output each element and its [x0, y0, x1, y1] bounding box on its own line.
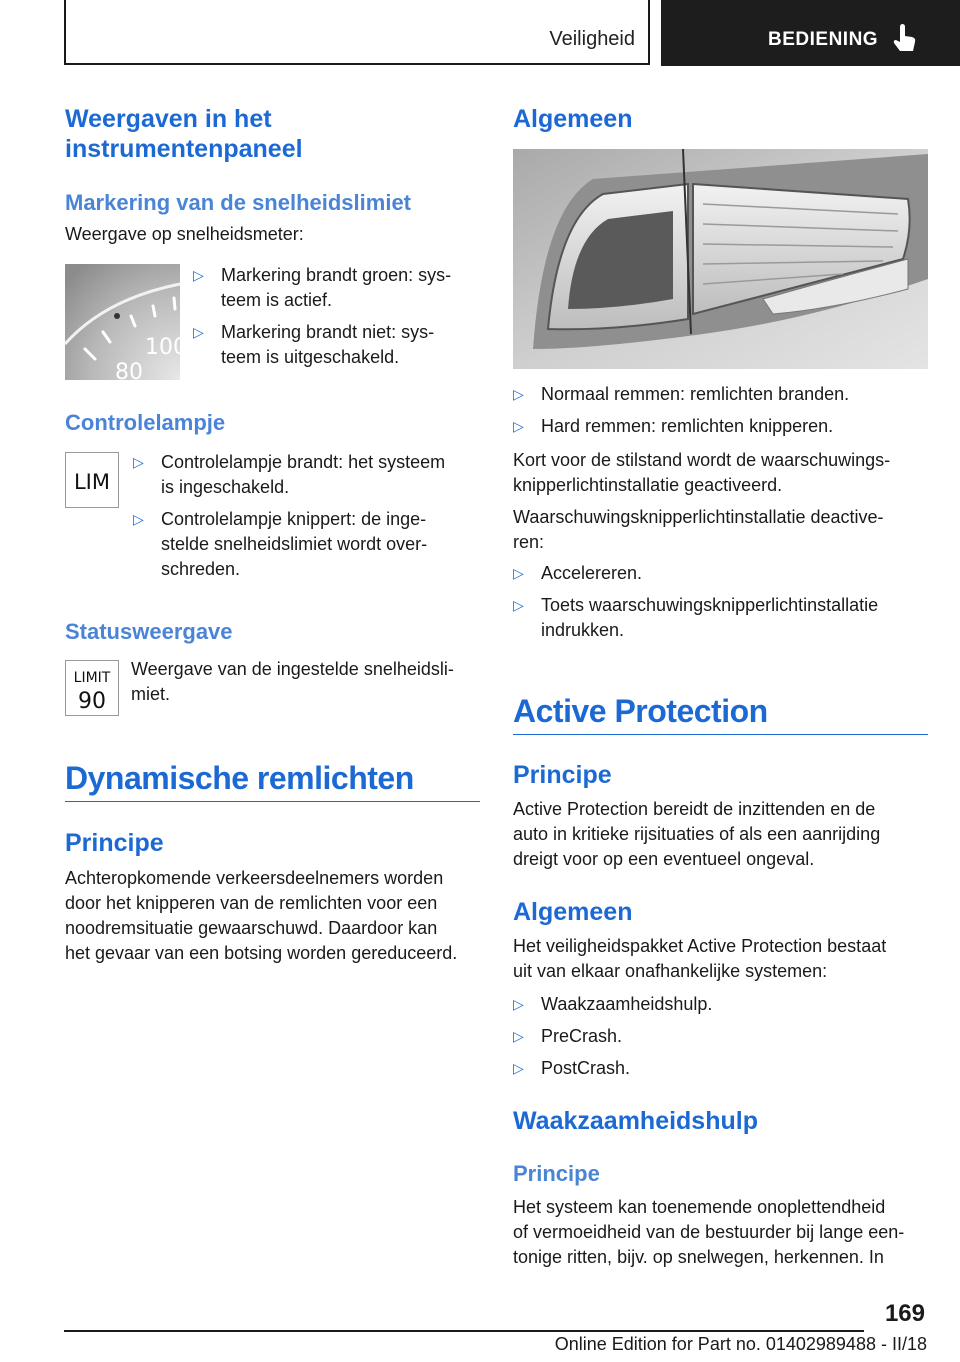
list-item-text: Normaal remmen: remlichten branden.	[541, 384, 850, 404]
header-chapter-tab[interactable]	[661, 0, 960, 66]
lim-icon-text: LIM	[73, 470, 111, 494]
bullet-triangle-icon: ▷	[133, 511, 144, 527]
bullet-triangle-icon: ▷	[513, 996, 524, 1012]
list-item-text: Controlelampje knippert: de inge- stelde snelheidslimiet wordt over- schreden.	[161, 509, 428, 579]
heading-general: Algemeen	[513, 105, 633, 133]
bullet-triangle-icon: ▷	[513, 565, 524, 581]
list-item-text: PostCrash.	[541, 1058, 631, 1078]
header-left-border	[64, 0, 66, 64]
heading-rule	[513, 734, 928, 735]
list-item-text: Toets waarschuwingsknipperlichtinstallatie indrukken.	[541, 595, 879, 640]
bullet-triangle-icon: ▷	[193, 324, 204, 340]
list-item-text: Waakzaamheidshulp.	[541, 994, 713, 1014]
heading-rule	[65, 801, 480, 802]
bullet-triangle-icon: ▷	[513, 597, 524, 613]
gauge-label-80: 80	[115, 360, 143, 385]
subheading-principle-attention: Principe	[513, 1161, 600, 1186]
subheading-indicator-lamp: Controlelampje	[65, 410, 226, 435]
heading-principle-ap: Principe	[513, 761, 612, 789]
header-chapter-label: BEDIENING	[768, 29, 879, 50]
rear-lights-image	[513, 149, 928, 369]
paragraph-hazard-activation: Kort voor de stilstand wordt de waarschuwings- knipperlichtinstallatie geactiveerd.	[513, 450, 891, 495]
heading-principle-left: Principe	[65, 829, 164, 857]
limit-90-status-icon	[65, 660, 119, 716]
list-item-text: Controlelampje brandt: het systeem is ingeschakeld.	[161, 452, 446, 497]
subheading-status-display: Statusweergave	[65, 619, 233, 644]
hand-pointer-icon	[892, 23, 918, 53]
list-item-text: Hard remmen: remlichten knipperen.	[541, 416, 834, 436]
bullet-triangle-icon: ▷	[513, 1060, 524, 1076]
section-heading-instrument-displays: Weergaven in het instrumentenpaneel	[65, 105, 303, 163]
list-item-text: Markering brandt groen: sys- teem is actief.	[221, 265, 452, 310]
footer-rule	[64, 1330, 864, 1332]
list-item-text: Accelereren.	[541, 563, 643, 583]
principle-text-left: Achteropkomende verkeersdeelnemers worden door het knipperen van de remlichten voor een noodremsituatie gewaarschuwd. Daardoor kan het gevaar van een botsing worden gereduceerd.	[65, 868, 458, 963]
heading-active-protection: Active Protection	[513, 693, 768, 729]
speedometer-image	[65, 264, 187, 385]
bullet-triangle-icon: ▷	[513, 418, 524, 434]
list-item-text: Markering brandt niet: sys- teem is uitgeschakeld.	[221, 322, 435, 367]
header-section-title: Veiligheid	[549, 28, 635, 50]
heading-dynamic-brake-lights: Dynamische remlichten	[65, 760, 414, 796]
principle-text-attention: Het systeem kan toenemende onoplettendheid of vermoeidheid van de bestuurder bij lange een- tonige ritten, bijv. op snelwegen, herkennen. In	[513, 1197, 905, 1267]
bullet-triangle-icon: ▷	[513, 1028, 524, 1044]
heading-general-ap: Algemeen	[513, 898, 633, 926]
gauge-label-100: 100	[145, 335, 187, 360]
page-number: 169	[884, 1300, 925, 1327]
header-right-border	[648, 0, 650, 64]
header-bottom-border	[64, 63, 650, 65]
status-text: Weergave van de ingestelde snelheidsli- miet.	[131, 659, 454, 704]
lim-indicator-icon	[65, 452, 119, 508]
subheading-speed-limit-mark: Markering van de snelheidslimiet	[65, 190, 412, 215]
general-text-ap: Het veiligheidspakket Active Protection bestaat uit van elkaar onafhankelijke systemen:	[513, 936, 887, 981]
footer-edition: Online Edition for Part no. 01402989488 - II/18	[554, 1334, 927, 1354]
bullet-triangle-icon: ▷	[133, 454, 144, 470]
paragraph-hazard-deactivation: Waarschuwingsknipperlichtinstallatie deactive- ren:	[513, 507, 884, 552]
limit-icon-label: LIMIT	[73, 670, 111, 686]
heading-attention-assist: Waakzaamheidshulp	[513, 1107, 758, 1135]
bullet-triangle-icon: ▷	[513, 386, 524, 402]
principle-text-ap: Active Protection bereidt de inzittenden en de auto in kritieke rijsituaties of als een aanrijding dreigt voor op een eventueel ongeval.	[513, 799, 881, 869]
list-item-text: PreCrash.	[541, 1026, 623, 1046]
bullet-triangle-icon: ▷	[193, 267, 204, 283]
speed-mark-intro: Weergave op snelheidsmeter:	[65, 224, 304, 244]
limit-icon-value: 90	[78, 689, 106, 714]
